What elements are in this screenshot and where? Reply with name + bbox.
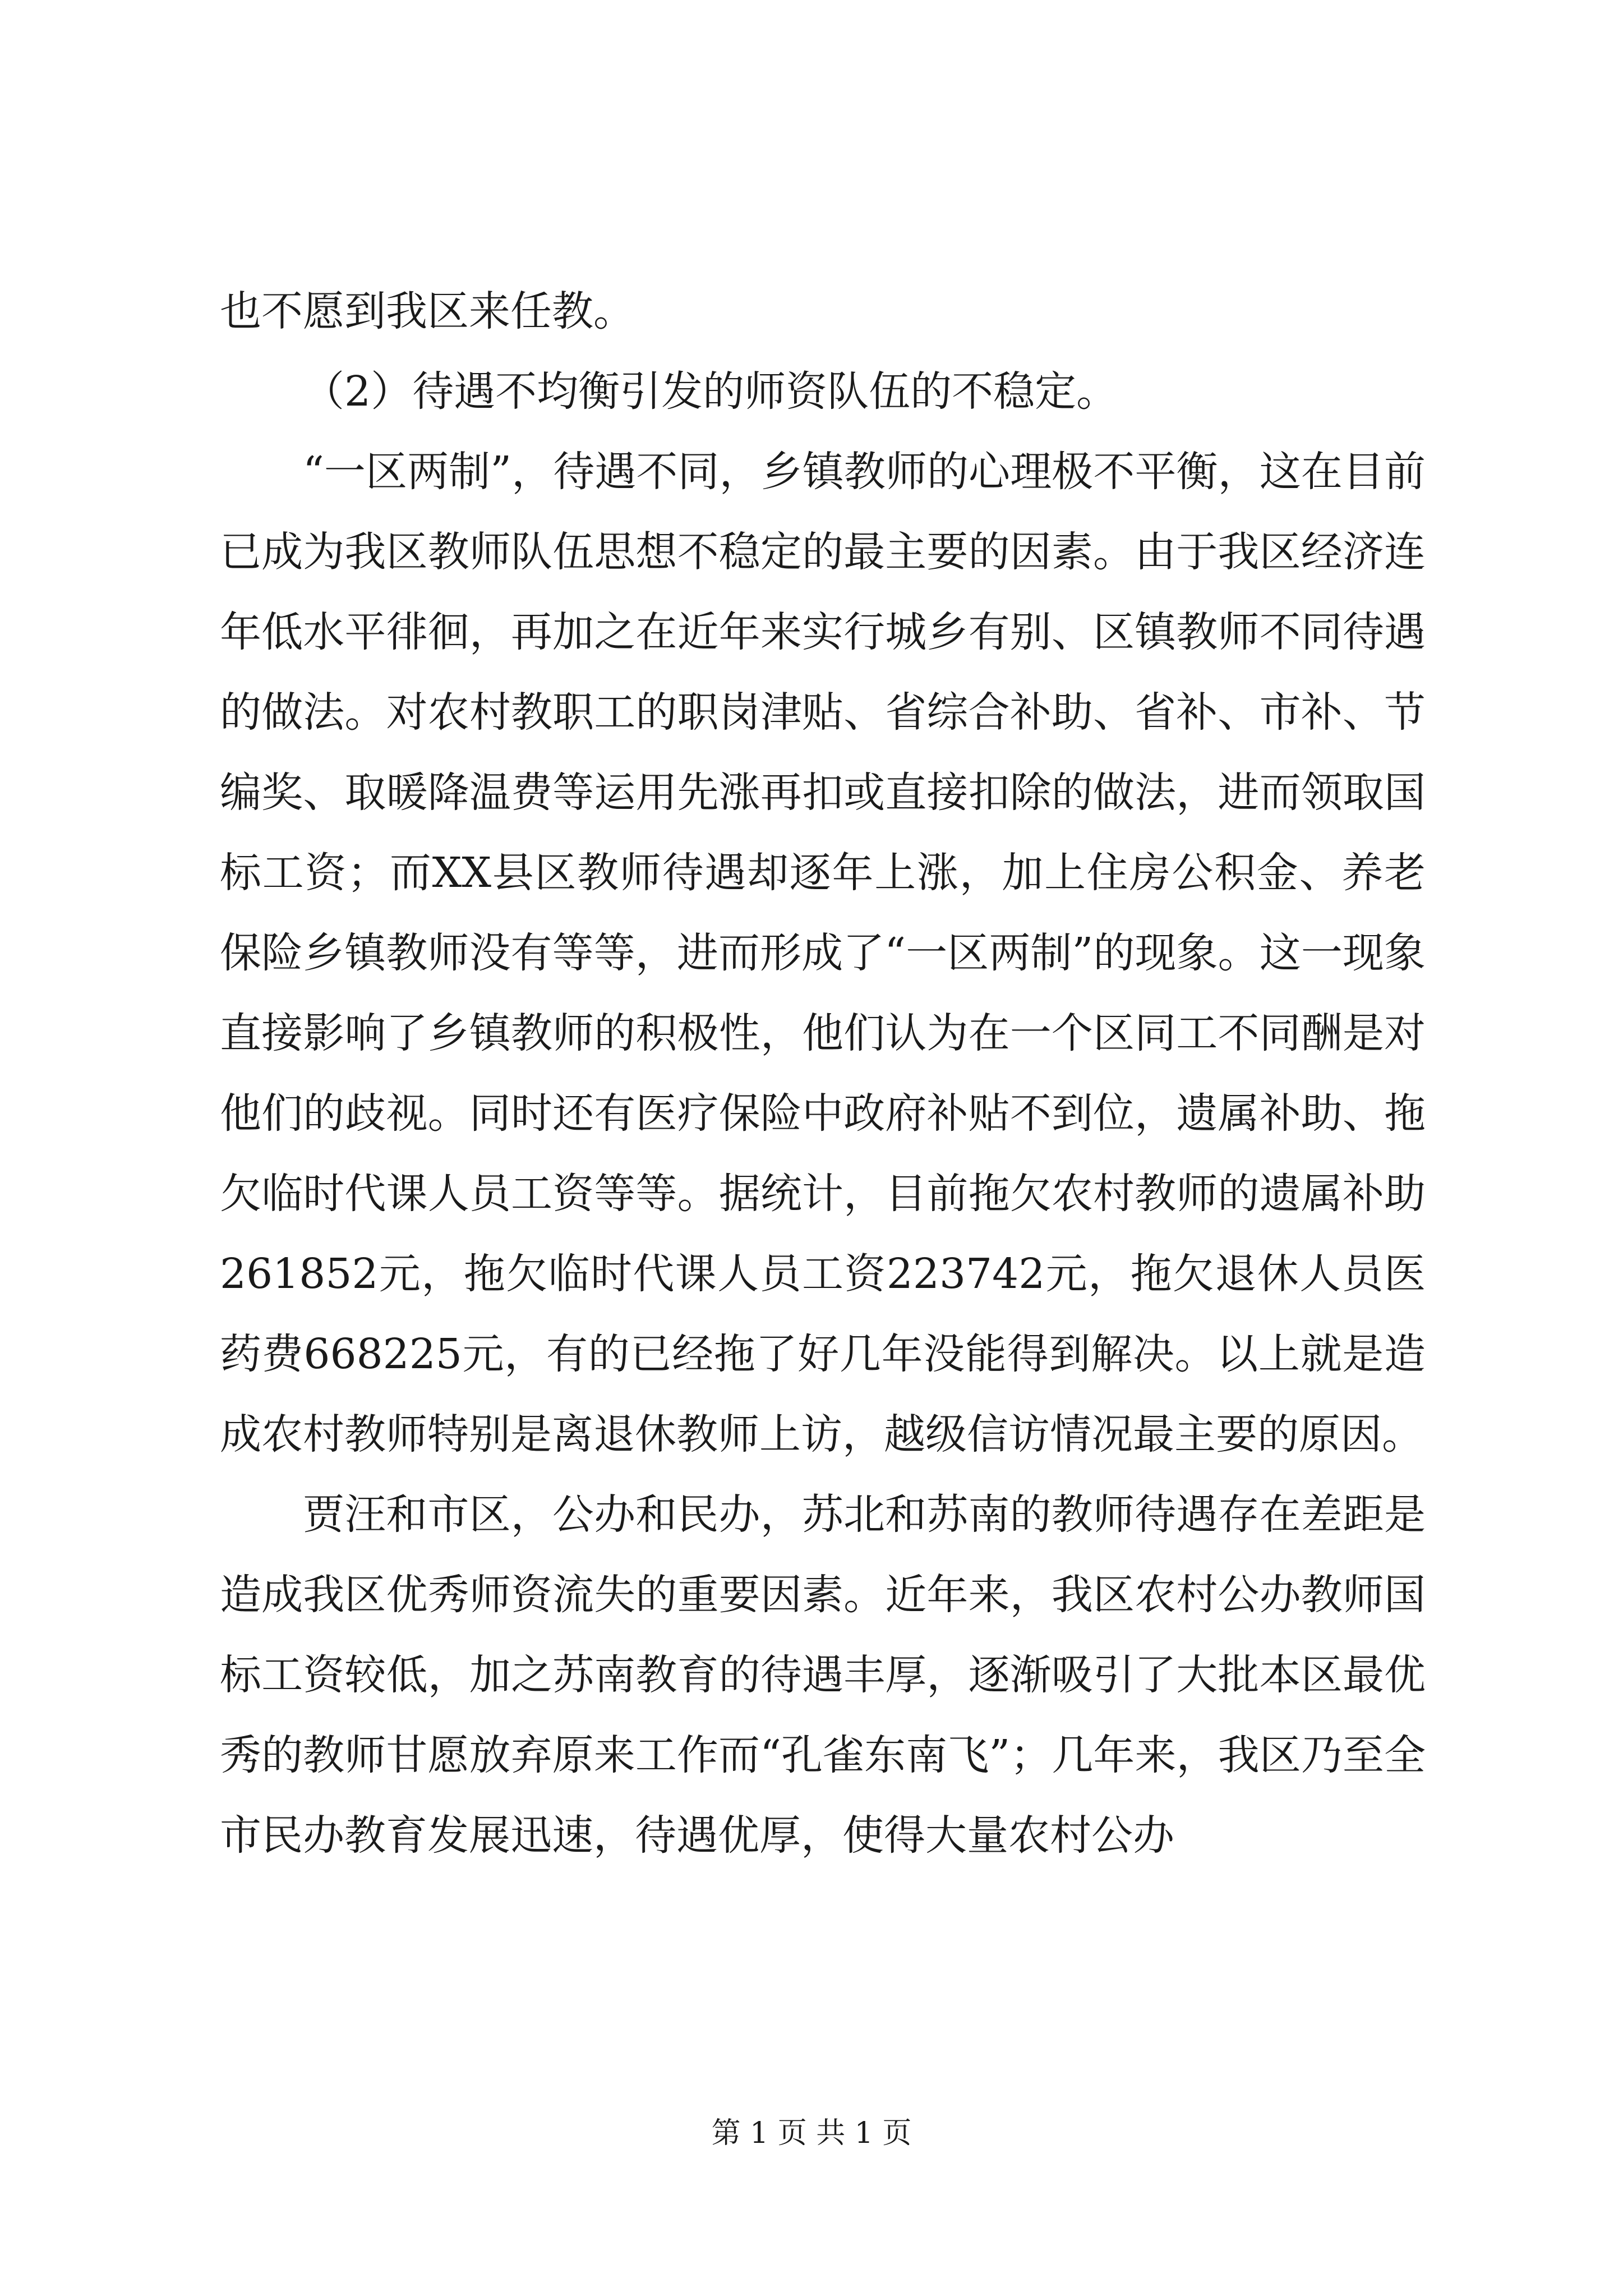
body-text	[220, 272, 1426, 1876]
paragraph-3: “一区两制”，待遇不同，乡镇教师的心理极不平衡，这在目前已成为我区教师队伍思想不稳定的最主要的因素。由于我区经济连年低水平徘徊，再加之在近年来实行城乡有别、区镇教师不同待遇的做法。对农村教职工的职岗津贴、省综合补助、省补、市补、节编奖、取暖降温费等运用先涨再扣或直接扣除的做法，进而领取国标工资；而XX县区教师待遇却逐年上涨，加上住房公积金、养老保险乡镇教师没有等等，进而形成了“一区两制”的现象。这一现象直接影响了乡镇教师的积极性，他们认为在一个区同工不同酬是对他们的歧视。同时还有医疗保险中政府补贴不到位，遗属补助、拖欠临时代课人员工资等等。据统计，目前拖欠农村教师的遗属补助261852元，拖欠临时代课人员工资223742元，拖欠退休人员医药费668225元，有的已经拖了好几年没能得到解决。以上就是造成农村教师特别是离退休教师上访，越级信访情况最主要的原因。	[220, 448, 1426, 1458]
paragraph-1: 也不愿到我区来任教。	[220, 287, 635, 335]
paragraph-2: （2）待遇不均衡引发的师资队伍的不稳定。	[303, 367, 1118, 416]
page-footer: 第 1 页 共 1 页	[711, 2116, 912, 2150]
paragraph-4: 贾汪和市区，公办和民办，苏北和苏南的教师待遇存在差距是造成我区优秀师资流失的重要因素。近年来，我区农村公办教师国标工资较低，加之苏南教育的待遇丰厚，逐渐吸引了大批本区最优秀的教师甘愿放弃原来工作而“孔雀东南飞”；几年来，我区乃至全市民办教育发展迅速，待遇优厚，使得大量农村公办	[220, 1490, 1426, 1860]
